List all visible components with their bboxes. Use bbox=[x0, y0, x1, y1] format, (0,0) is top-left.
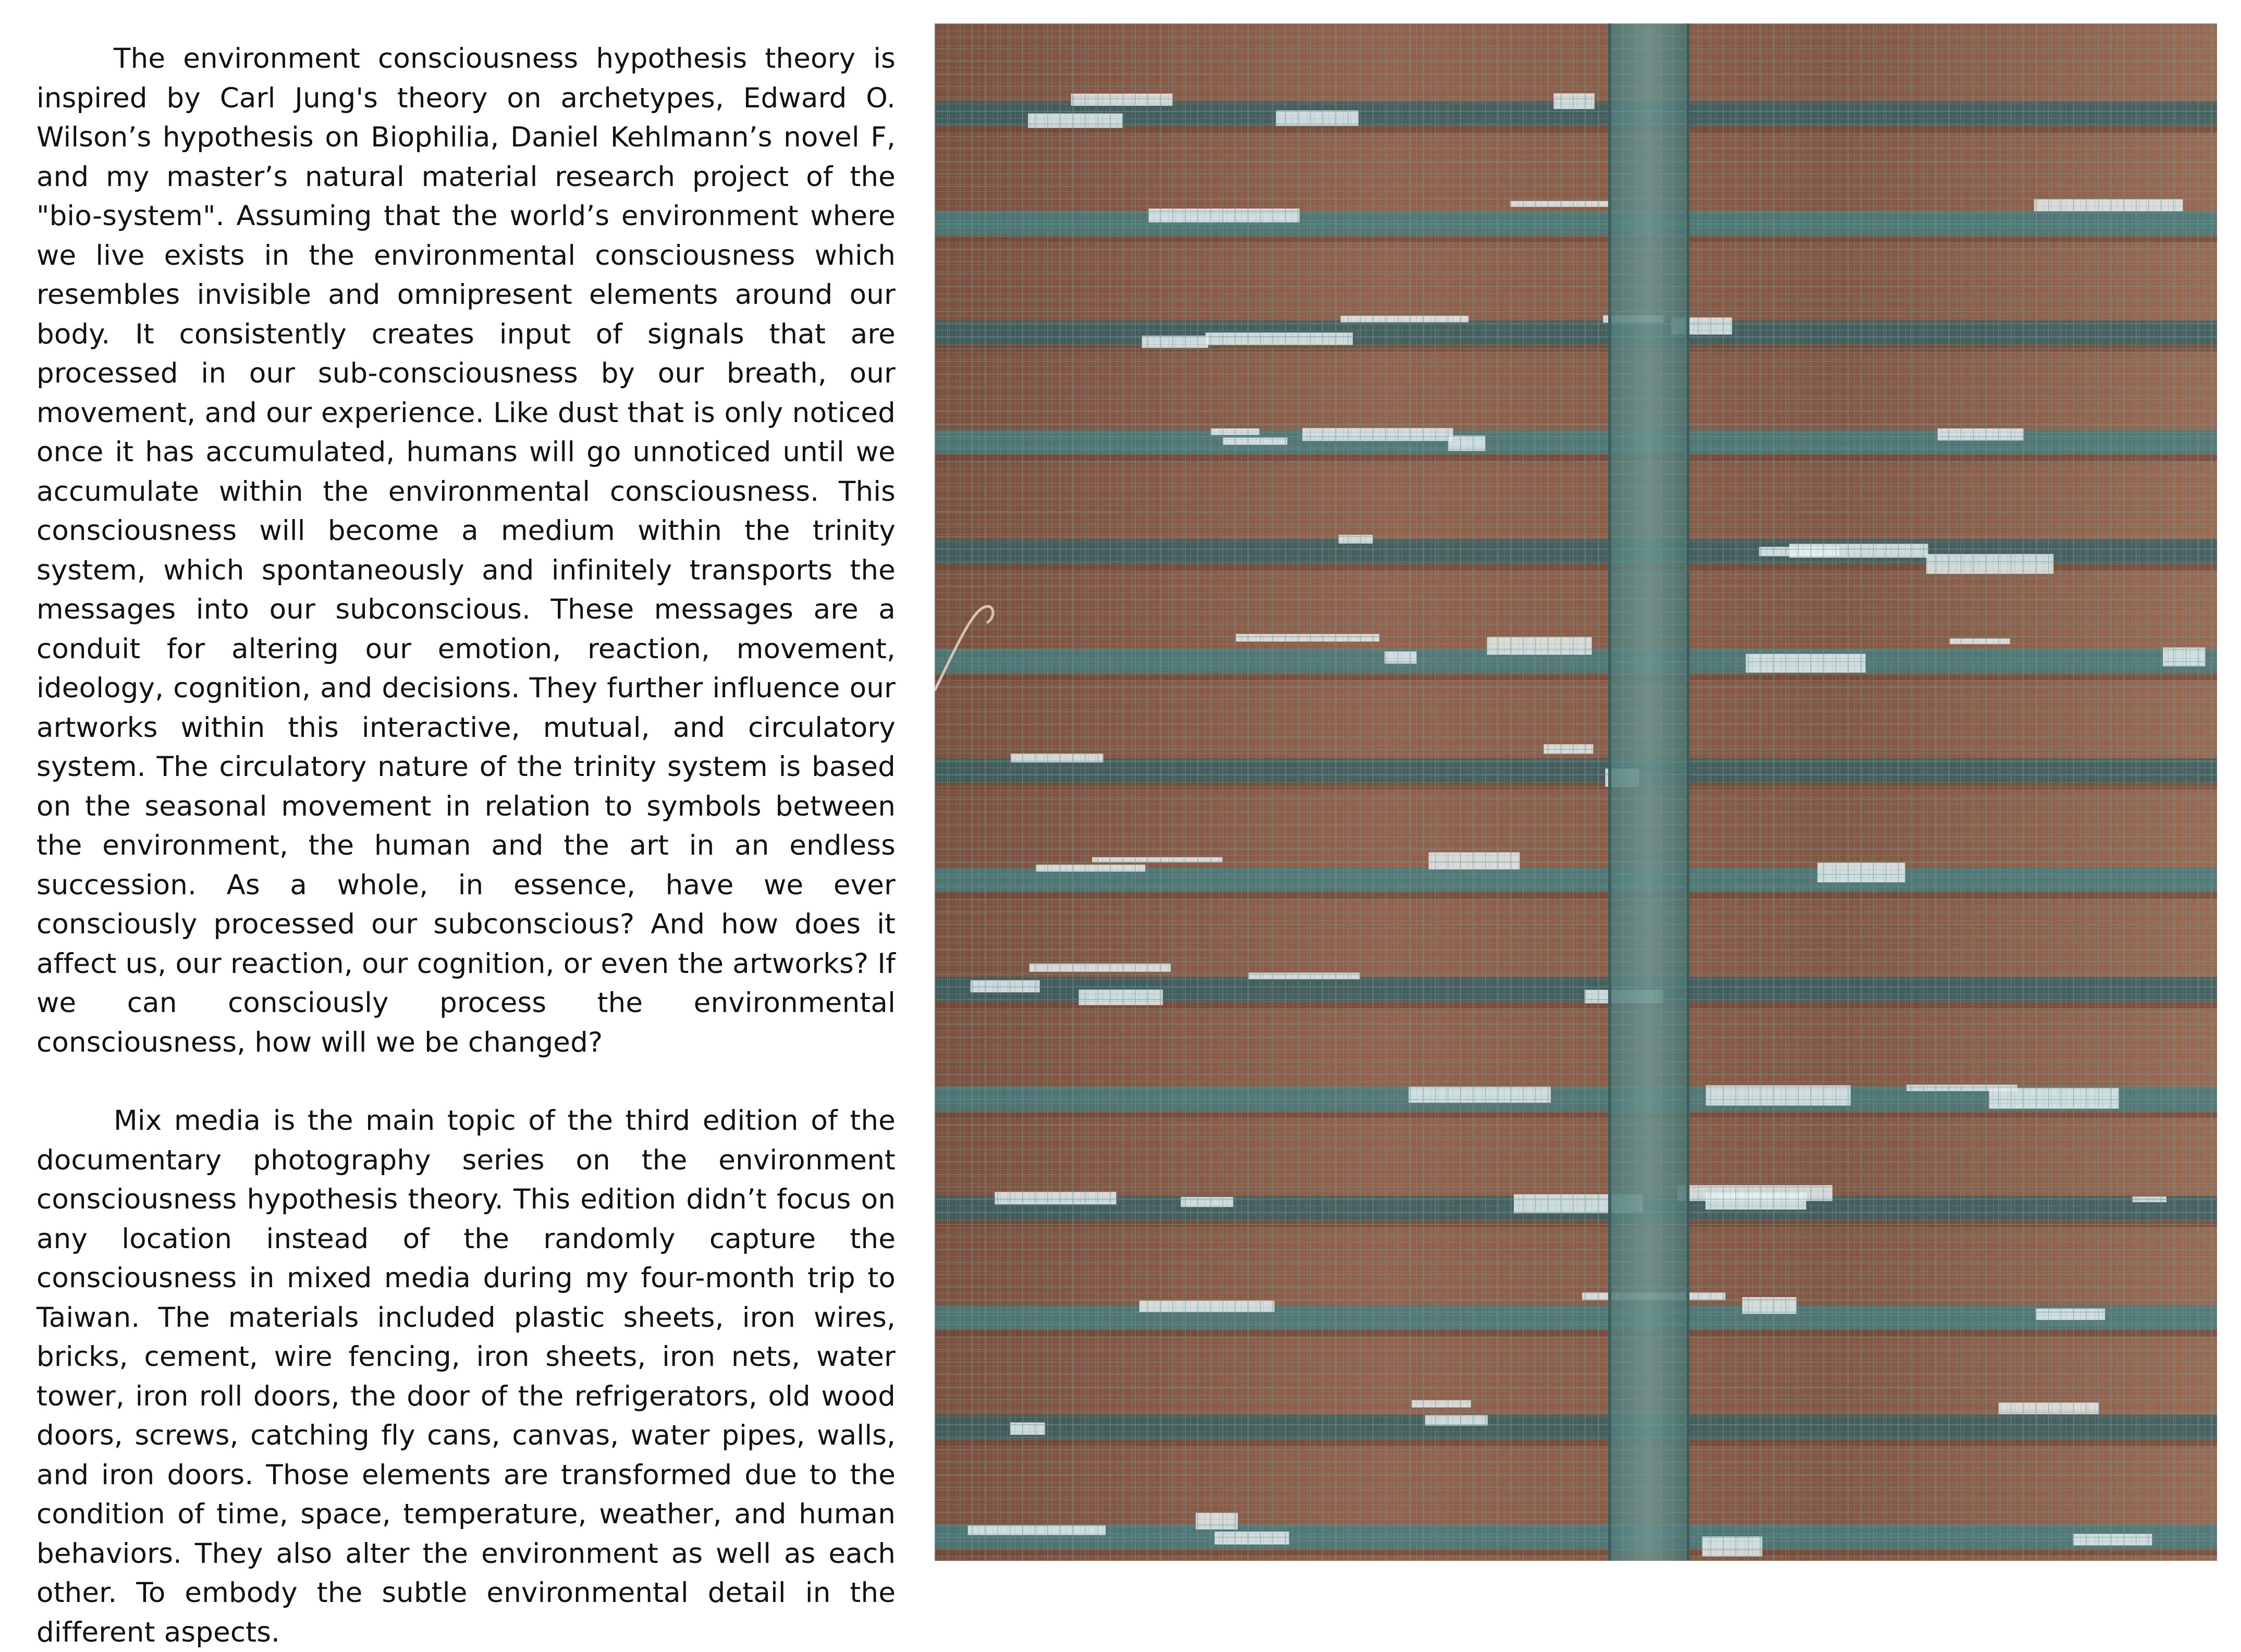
post-mesh bbox=[1610, 23, 1688, 1561]
rusty-mesh-photo bbox=[935, 23, 2217, 1561]
wire-mesh-overlay bbox=[935, 23, 2217, 1561]
text-column bbox=[36, 39, 896, 1652]
paragraph-intro: The environment consciousness hypothesis theory is inspired by Carl Jung's theory on archetypes, Edward O. Wilson’s hypothesis on Biophilia, Daniel Kehlmann’s novel F, and my master’s natural material research project of the "bio-system". Assuming that the world’s environment where we live exists in the environmental consciousness which resembles invisible and omnipresent elements around our body. It consistently creates input of signals that are processed in our sub-consciousness by our breath, our movement, and our experience. Like dust that is only noticed once it has accumulated, humans will go unnoticed until we accumulate within the environmental consciousness. This consciousness will become a medium within the trinity system, which spontaneously and infinitely transports the messages into our subconscious. These messages are a conduit for altering our emotion, reaction, movement, ideology, cognition, and decisions. They further influence our artworks within this interactive, mutual, and circulatory system. The circulatory nature of the trinity system is based on the seasonal movement in relation to symbols between the environment, the human and the art in an endless succession. As a whole, in essence, have we ever consciously processed our subconscious? And how does it affect us, our reaction, our cognition, or even the artworks? If we can consciously process the environmental consciousness, how will we be changed? bbox=[36, 43, 896, 1058]
paragraph-mix-media: Mix media is the main topic of the third edition of the documentary photography series on the environment consciousness hypothesis theory. This edition didn’t focus on any location instead of the randomly capture the consciousness in mixed media during my four-month trip to Taiwan. The materials included plastic sheets, iron wires, bricks, cement, wire fencing, iron sheets, iron nets, water tower, iron roll doors, the door of the refrigerators, old wood doors, screws, catching fly cans, canvas, water pipes, walls, and iron doors. Those elements are transformed due to the condition of time, space, temperature, weather, and human behaviors. They also alter the environment as well as each other. To embody the subtle environmental detail in the different aspects. bbox=[36, 1105, 896, 1648]
photo-illustration bbox=[935, 23, 2217, 1561]
